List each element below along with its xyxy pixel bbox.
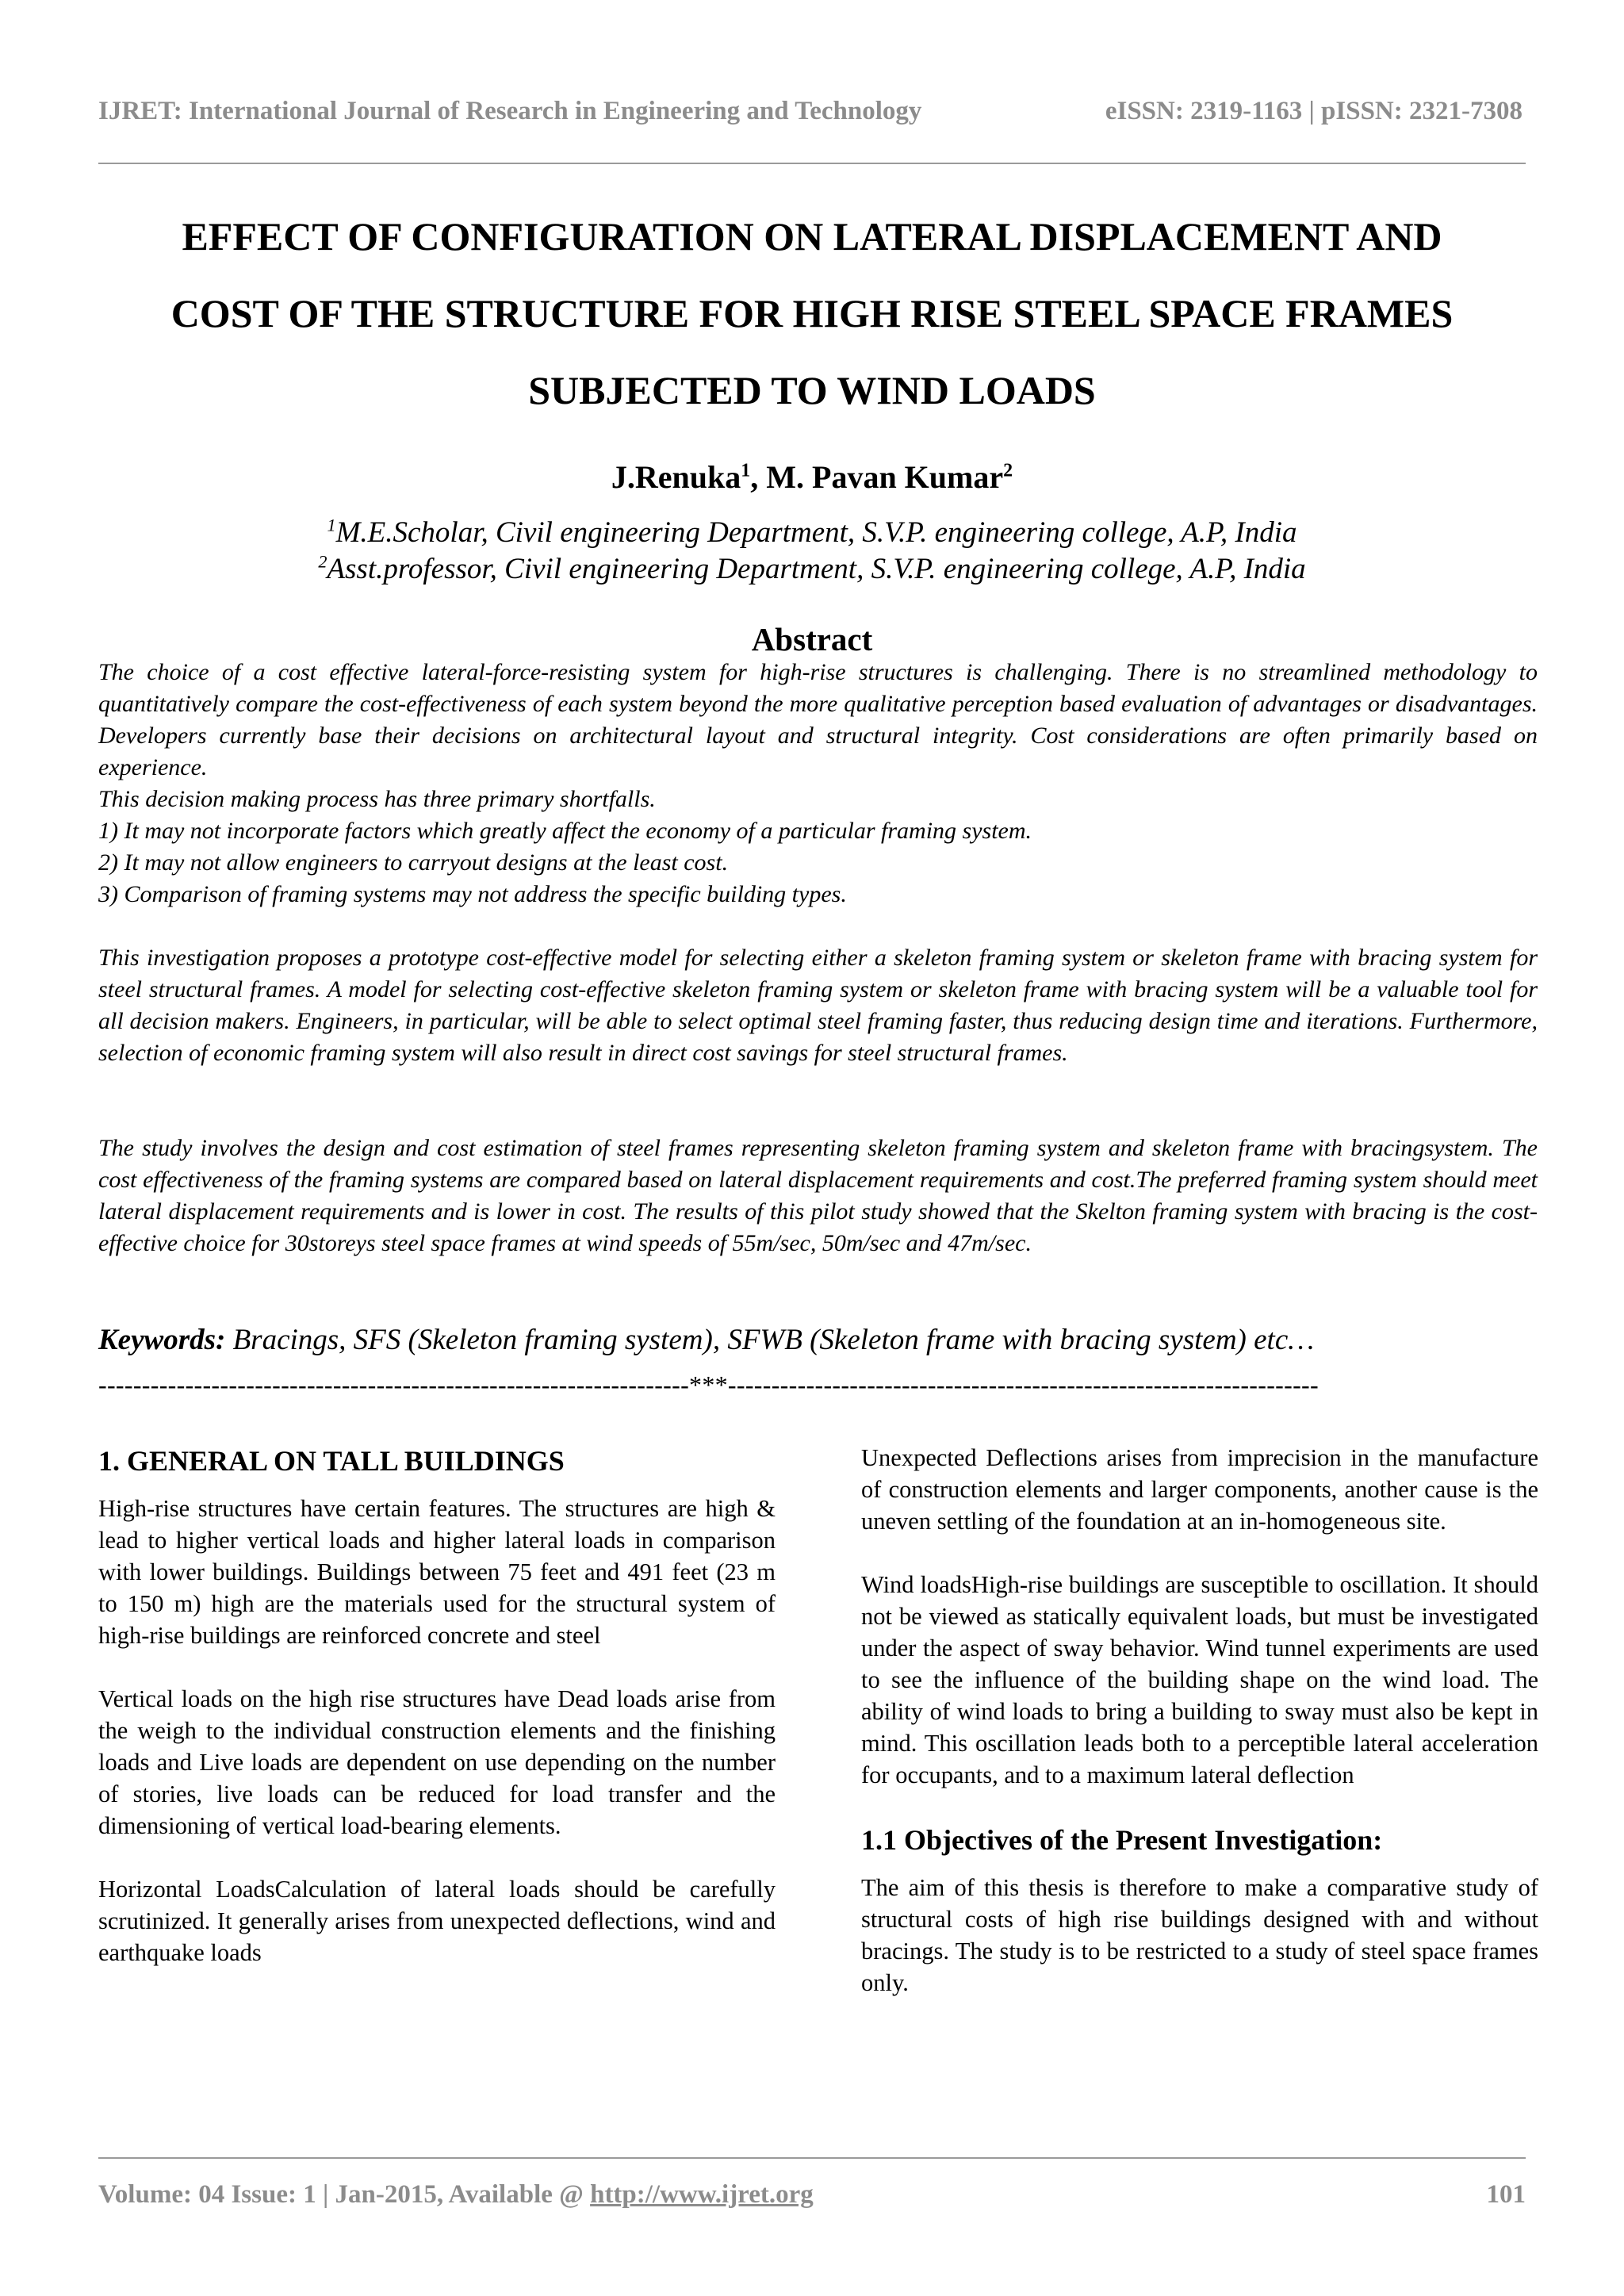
footer-volume: Volume: 04 Issue: 1 | Jan-2015, Available @ <box>98 2180 591 2209</box>
abstract-paragraph: The choice of a cost effective lateral-force-resisting system for high-rise structures is challenging. There is no streamlined methodology to quantitatively compare the cost-effectiveness of each system beyond the more qualitative perception based evaluation of advantages or disadvantages. Developers currently base their decisions on architectural layout and structural integrity. Cost considerations are often primarily based on experience. <box>98 659 1538 780</box>
left-column <box>98 1443 776 2000</box>
author-name: M. Pavan Kumar <box>766 459 1004 495</box>
abstract-list-item: 3) Comparison of framing systems may not address the specific building types. <box>98 881 847 907</box>
affiliation <box>0 516 1624 550</box>
issn-info: eISSN: 2319-1163 | pISSN: 2321-7308 <box>1105 97 1522 125</box>
affiliation-text: M.E.Scholar, Civil engineering Department, S.V.P. engineering college, A.P, India <box>335 516 1297 549</box>
section-separator: --------------------------------------------------------------------***-------------------------------------------------------------------- <box>98 1370 1319 1399</box>
header-rule <box>98 163 1526 164</box>
paper-title <box>79 198 1545 429</box>
author-name: J.Renuka <box>611 459 741 495</box>
abstract-block <box>98 942 1538 1069</box>
body-paragraph: The aim of this thesis is therefore to make a comparative study of structural costs of high rise buildings designed with and without bracings. The study is to be restricted to a study of steel space frames only. <box>861 1874 1538 1996</box>
right-column <box>861 1442 1538 2030</box>
body-paragraph: Vertical loads on the high rise structures have Dead loads arise from the weigh to the individual construction elements and the finishing loads and Live loads are dependent on use depending on the number of stories, live loads can be reduced for load transfer and the dimensioning of vertical load-bearing elements. <box>98 1685 776 1839</box>
keywords <box>98 1323 1314 1357</box>
author-affiliation-mark: 1 <box>741 460 751 481</box>
affiliation-mark: 1 <box>327 515 336 535</box>
title-line: COST OF THE STRUCTURE FOR HIGH RISE STEEL SPACE FRAMES <box>170 291 1454 335</box>
journal-name: IJRET: International Journal of Research in Engineering and Technology <box>98 97 922 125</box>
title-line: SUBJECTED TO WIND LOADS <box>528 368 1096 412</box>
affiliation-mark: 2 <box>318 551 327 572</box>
abstract-block <box>98 657 1538 910</box>
affiliation-text: Asst.professor, Civil engineering Department, S.V.P. engineering college, A.P, India <box>327 553 1306 585</box>
body-paragraph: High-rise structures have certain features. The structures are high & lead to higher vertical loads and higher lateral loads in comparison with lower buildings. Buildings between 75 feet and 491 feet (23 m to 150 m) high are the materials used for the structural system of high-rise buildings are reinforced concrete and steel <box>98 1495 776 1649</box>
running-header <box>98 97 1526 136</box>
author-separator: , <box>750 459 767 495</box>
abstract-list-item: 2) It may not allow engineers to carryout designs at the least cost. <box>98 849 729 876</box>
abstract-heading: Abstract <box>751 621 873 657</box>
abstract-paragraph: This investigation proposes a prototype cost-effective model for selecting either a skeleton framing system or skeleton frame with bracing system for steel structural frames. A model for selecting cost-effective skeleton framing system or skeleton frame with bracing system will be a valuable tool for all decision makers. Engineers, in particular, will be able to select optimal steel framing faster, thus reducing design time and iterations. Furthermore, selection of economic framing system will also result in direct cost savings for steel structural frames. <box>98 945 1538 1066</box>
abstract-paragraph: This decision making process has three primary shortfalls. <box>98 786 656 812</box>
title-line: EFFECT OF CONFIGURATION ON LATERAL DISPLACEMENT AND <box>182 214 1442 259</box>
abstract-block <box>98 1133 1538 1259</box>
abstract-list-item: 1) It may not incorporate factors which greatly affect the economy of a particular framing system. <box>98 818 1032 844</box>
keywords-label: Keywords: <box>98 1324 226 1356</box>
subsection-heading: 1.1 Objectives of the Present Investigation: <box>861 1824 1383 1856</box>
page-number: 101 <box>1486 2180 1526 2209</box>
keywords-text: Bracings, SFS (Skeleton framing system), SFWB (Skeleton frame with bracing system) etc… <box>225 1324 1315 1356</box>
author-list <box>0 458 1624 496</box>
footer-rule <box>98 2157 1526 2159</box>
section-heading: 1. GENERAL ON TALL BUILDINGS <box>98 1445 565 1477</box>
journal-link[interactable]: http://www.ijret.org <box>590 2180 814 2209</box>
body-paragraph: Horizontal LoadsCalculation of lateral loads should be carefully scrutinized. It generally arises from unexpected deflections, wind and earthquake loads <box>98 1876 776 1966</box>
abstract-paragraph: The study involves the design and cost estimation of steel frames representing skeleton framing system and skeleton frame with bracingsystem. The cost effectiveness of the framing systems are compared based on lateral displacement requirements and cost.The preferred framing system should meet lateral displacement requirements and is lower in cost. The results of this pilot study showed that the Skelton framing system with bracing is the cost-effective choice for 30storeys steel space frames at wind speeds of 55m/sec, 50m/sec and 47m/sec. <box>98 1135 1538 1256</box>
footer-info <box>98 2180 814 2210</box>
body-paragraph: Unexpected Deflections arises from imprecision in the manufacture of construction elements and larger components, another cause is the uneven settling of the foundation at an in-homogeneous site. <box>861 1444 1538 1535</box>
affiliation <box>0 552 1624 586</box>
author-affiliation-mark: 2 <box>1003 460 1013 481</box>
body-paragraph: Wind loadsHigh-rise buildings are susceptible to oscillation. It should not be viewed as statically equivalent loads, but must be investigated under the aspect of sway behavior. Wind tunnel experiments are used to see the influence of the building shape on the wind load. The ability of wind loads to bring a building to sway must also be kept in mind. This oscillation leads both to a perceptible lateral acceleration for occupants, and to a maximum lateral deflection <box>861 1571 1538 1788</box>
